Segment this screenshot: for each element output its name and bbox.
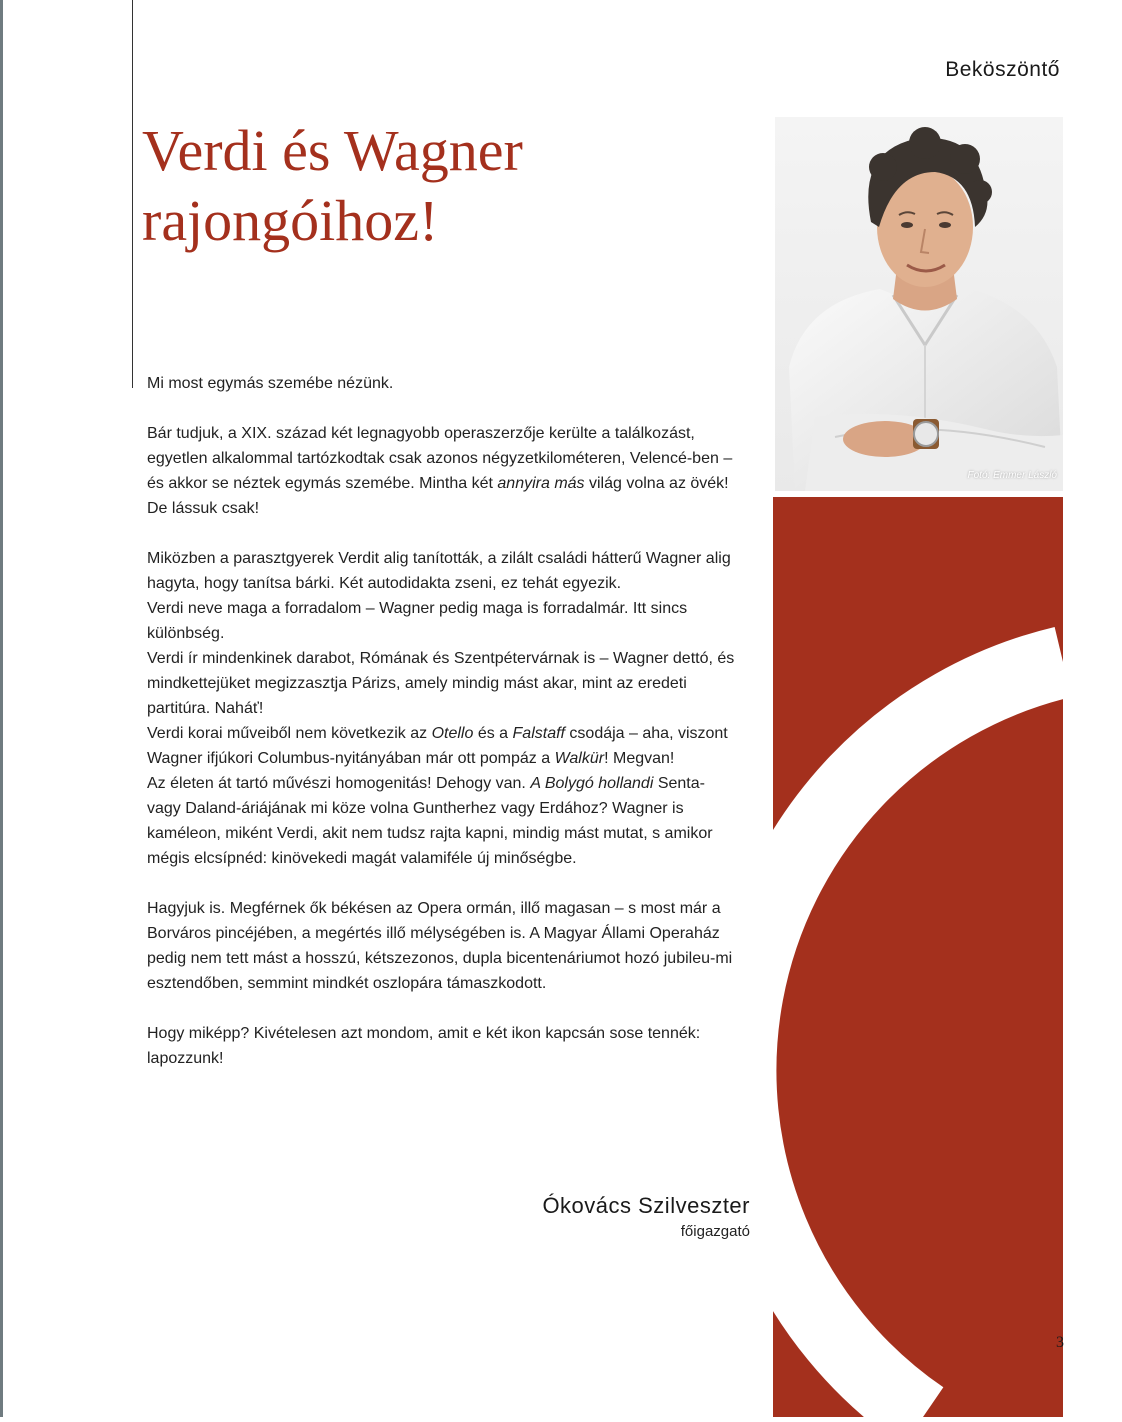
portrait-illustration: [775, 117, 1063, 491]
photo-credit: Fotó: Emmer László: [967, 470, 1057, 481]
signature: [542, 1193, 750, 1240]
paragraph: Bár tudjuk, a XIX. század két legnagyobb operaszerzője kerülte a találkozást, egyetlen alkalommal tartózkodtak csak azonos négyzetkilométeren, Velencé-ben – és akkor se néztek egymás szemébe. Mintha két annyira más világ volna az övék! De lássuk csak!: [147, 425, 733, 517]
portrait-photo: [775, 117, 1063, 491]
article-body: [147, 371, 737, 1096]
paragraph: Hagyjuk is. Megférnek ők békésen az Opera ormán, illő magasan – s most már a Borváros pincéjében, a megértés illő mélységében is. A Magyar Állami Operaház pedig nem tett mást a hosszú, kétszezonos, dupla bicentenáriumot hozó jubileu-mi esztendőben, semmint mindkét oszlopára támaszkodott.: [147, 900, 733, 992]
section-label: Beköszöntő: [945, 58, 1060, 81]
vertical-divider: [132, 0, 133, 388]
decorative-red-panel: [773, 497, 1063, 1417]
paragraph: Mi most egymás szemébe nézünk.: [147, 375, 394, 392]
paragraph: Miközben a parasztgyerek Verdit alig tanították, a zilált családi hátterű Wagner alig hagyta, hogy tanítsa bárki. Két autodidakta zseni, ez tehát egyezik. Verdi neve maga a forradalom – Wagner pedig maga is forradalmár. Itt sincs különbség. Verdi ír mindenkinek darabot, Rómának és Szentpétervárnak is – Wagner dettó, és mindkettejüket megizzasztja Párizs, amely mindig mást akar, mint az eredeti partitúra. Naháť! Verdi korai műveiből nem következik az Otello és a Falstaff csodája – aha, viszont Wagner ifjúkori Columbus-nyitányában már ott pompáz a Walkür! Megvan! Az életen át tartó művészi homogenitás! Dehogy van. A Bolygó hollandi Senta- vagy Daland-áriájának mi köze volna Guntherhez vagy Erdához? Wagner is kaméleon, miként Verdi, akit nem tudsz rajta kapni, mindig mást mutat, s amikor mégis elcsípnéd: kinövekedi magát valamiféle új minőségbe.: [147, 550, 735, 867]
signature-title: főigazgató: [680, 1223, 750, 1240]
headline-line-2: rajongóihoz!: [142, 188, 439, 253]
page-number: 3: [1056, 1334, 1064, 1351]
decorative-arc-graphic: [773, 497, 1063, 1417]
paragraph: Hogy miképp? Kivételesen azt mondom, amit e két ikon kapcsán sose tennék: lapozzunk!: [147, 1025, 701, 1067]
left-edge-rule: [0, 0, 3, 1417]
headline: [142, 116, 742, 256]
headline-line-1: Verdi és Wagner: [142, 118, 523, 183]
signature-name: Ókovács Szilveszter: [542, 1193, 750, 1218]
